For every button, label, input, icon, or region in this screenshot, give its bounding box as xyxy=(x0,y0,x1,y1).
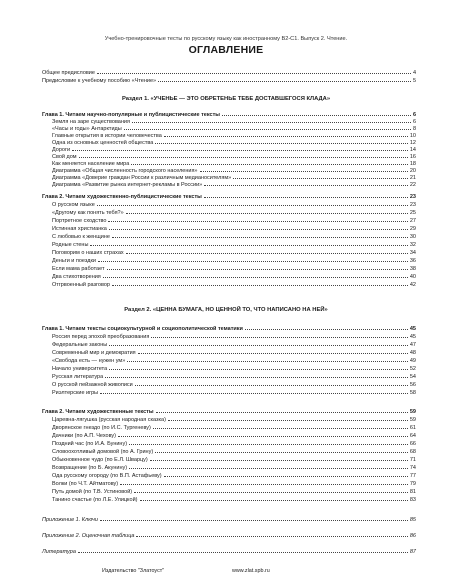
toc-entry-page: 45 xyxy=(409,334,416,340)
toc-entry-title: Обыкновенное чудо (по Е.Л. Шварцу) xyxy=(52,457,148,463)
toc-entry-page: 25 xyxy=(409,210,416,216)
toc-entry-page: 58 xyxy=(409,390,416,396)
dot-leader xyxy=(204,185,408,186)
running-header: Учебно-тренировочные тесты по русскому языку как иностранному В2-С1. Выпуск 2. Чтение. xyxy=(104,36,348,42)
toc-entry-title: Деньги и поездки xyxy=(52,258,96,264)
toc-entry[interactable] xyxy=(52,382,416,389)
toc-entry-page: 16 xyxy=(409,154,416,160)
dot-leader xyxy=(129,444,408,445)
toc-entry-page: 61 xyxy=(409,425,416,431)
dot-leader xyxy=(103,277,408,278)
chapter-title: Глава 2. Читаем художественно-публицистические тексты xyxy=(42,194,202,200)
toc-entry-page: 36 xyxy=(409,258,416,264)
toc-entry[interactable] xyxy=(52,147,416,154)
toc-entry-page: 54 xyxy=(409,374,416,380)
section-heading: Раздел 1. «УЧЕНЬЕ — ЭТО ОБРЕТЕНЬЕ ТЕБЕ ДОСТАВШЕГОСЯ КЛАДА» xyxy=(121,96,331,102)
toc-entry-page: 56 xyxy=(409,382,416,388)
toc-entry-page: 32 xyxy=(409,242,416,248)
toc-entry-page: 48 xyxy=(409,350,416,356)
dot-leader xyxy=(97,205,408,206)
chapter-entry[interactable] xyxy=(42,409,416,416)
toc-entry-title: Предисловие к учебному пособию «Чтение» xyxy=(42,78,157,84)
toc-entry-page: 47 xyxy=(409,342,416,348)
chapter-entry[interactable] xyxy=(42,326,416,333)
toc-entry-page: 52 xyxy=(409,366,416,372)
toc-entry-title: Если мама работает xyxy=(52,266,105,272)
toc-entry-title: Дороги xyxy=(52,147,71,153)
dot-leader xyxy=(151,337,408,338)
toc-entry[interactable] xyxy=(52,374,416,381)
dot-leader xyxy=(127,361,408,362)
toc-entry-title: Возвращение (по Б. Акунину) xyxy=(52,465,128,471)
toc-entry[interactable] xyxy=(52,441,416,448)
appendix-entry[interactable] xyxy=(42,533,416,540)
toc-entry-title: О русской пейзажной живописи xyxy=(52,382,133,388)
toc-entry-page: 38 xyxy=(409,266,416,272)
chapter-entry[interactable] xyxy=(42,194,416,201)
toc-entry-page: 64 xyxy=(409,433,416,439)
dot-leader xyxy=(158,81,411,82)
dot-leader xyxy=(164,476,408,477)
toc-entry[interactable] xyxy=(52,481,416,488)
toc-entry[interactable] xyxy=(42,78,416,85)
toc-entry-title: Диаграмма «Развитие рынка интернет-рекламы в России» xyxy=(52,182,203,188)
toc-entry[interactable] xyxy=(52,457,416,464)
toc-entry-page: 5 xyxy=(412,78,416,84)
toc-entry-page: 66 xyxy=(409,441,416,447)
dot-leader xyxy=(118,436,408,437)
toc-entry-title: Поговорим о наших страхах xyxy=(52,250,124,256)
footer-url[interactable]: www.zlat.spb.ru xyxy=(232,568,270,574)
toc-entry-page: 49 xyxy=(409,358,416,364)
dot-leader xyxy=(109,369,408,370)
dot-leader xyxy=(100,393,408,394)
dot-leader xyxy=(100,520,408,521)
dot-leader xyxy=(153,428,408,429)
toc-entry-title: Путь домой (по Т.В. Устиновой) xyxy=(52,489,133,495)
toc-entry-page: 29 xyxy=(409,226,416,232)
chapter-page: 45 xyxy=(409,326,416,332)
chapter-entry[interactable] xyxy=(42,112,416,119)
toc-entry[interactable] xyxy=(52,473,416,480)
toc-entry-page: 22 xyxy=(409,182,416,188)
dot-leader xyxy=(129,468,408,469)
toc-entry[interactable] xyxy=(52,133,416,140)
toc-entry-title: «Свобода есть — нужен ум» xyxy=(52,358,126,364)
dot-leader xyxy=(245,329,408,330)
toc-entry-page: 34 xyxy=(409,250,416,256)
toc-entry-title: Истинная христианка xyxy=(52,226,107,232)
chapter-page: 23 xyxy=(409,194,416,200)
dot-leader xyxy=(233,178,408,179)
toc-entry[interactable] xyxy=(52,168,416,175)
dot-leader xyxy=(138,353,408,354)
toc-entry[interactable] xyxy=(52,210,416,217)
chapter-title: Глава 1. Читаем тексты социокультурной и социополитической тематики xyxy=(42,326,243,332)
toc-entry-page: 12 xyxy=(409,140,416,146)
toc-entry[interactable] xyxy=(52,358,416,365)
toc-entry-page: 23 xyxy=(409,202,416,208)
dot-leader xyxy=(124,129,411,130)
dot-leader xyxy=(112,237,408,238)
toc-entry-title: Свой дом xyxy=(52,154,77,160)
toc-entry[interactable] xyxy=(52,226,416,233)
toc-entry[interactable] xyxy=(52,175,416,182)
toc-entry[interactable] xyxy=(52,433,416,440)
dot-leader xyxy=(105,377,408,378)
toc-entry-title: Родные стены xyxy=(52,242,89,248)
dot-leader xyxy=(155,143,408,144)
toc-entry[interactable] xyxy=(52,334,416,341)
toc-entry-page: 6 xyxy=(412,119,416,125)
dot-leader xyxy=(126,213,408,214)
toc-entry[interactable] xyxy=(52,234,416,241)
toc-entry-title: Царевна-лягушка (русская народная сказка) xyxy=(52,417,166,423)
toc-entry-page: 8 xyxy=(412,126,416,132)
toc-entry[interactable] xyxy=(52,425,416,432)
toc-entry-title: Как меняется население мира xyxy=(52,161,130,167)
toc-entry[interactable] xyxy=(52,390,416,397)
toc-entry-page: 74 xyxy=(409,465,416,471)
dot-leader xyxy=(72,150,408,151)
appendix-title: Приложение 1. Ключи xyxy=(42,517,98,523)
toc-entry-title: Главные открытия в истории человечества xyxy=(52,133,162,139)
dot-leader xyxy=(164,136,408,137)
dot-leader xyxy=(135,385,408,386)
dot-leader xyxy=(112,285,408,286)
dot-leader xyxy=(200,171,408,172)
toc-entry-page: 68 xyxy=(409,449,416,455)
toc-entry-page: 42 xyxy=(409,282,416,288)
dot-leader xyxy=(156,412,408,413)
toc-entry[interactable] xyxy=(52,266,416,273)
dot-leader xyxy=(131,164,408,165)
toc-entry-title: Портретное сходство xyxy=(52,218,107,224)
toc-entry-title: Отгрвоенный разговор xyxy=(52,282,110,288)
dot-leader xyxy=(155,452,408,453)
toc-entry[interactable] xyxy=(42,70,416,77)
toc-entry[interactable] xyxy=(52,350,416,357)
section-heading: Раздел 2. «ЦЕННА БУМАГА, НО ЦЕННОЙ ТО, ЧТО НАПИСАНО НА НЕЙ» xyxy=(124,307,328,313)
toc-entry[interactable] xyxy=(52,202,416,209)
toc-entry[interactable] xyxy=(52,258,416,265)
toc-entry-title: Федеральные законы xyxy=(52,342,108,348)
dot-leader xyxy=(126,253,408,254)
literature-entry[interactable] xyxy=(42,549,416,556)
toc-entry-page: 77 xyxy=(409,473,416,479)
appendix-page: 86 xyxy=(409,533,416,539)
dot-leader xyxy=(98,261,408,262)
dot-leader xyxy=(108,221,407,222)
appendix-page: 85 xyxy=(409,517,416,523)
dot-leader xyxy=(134,492,408,493)
toc-entry[interactable] xyxy=(52,282,416,289)
page-title: ОГЛАВЛЕНИЕ xyxy=(188,44,264,56)
toc-entry-title: Современный мир и демократия xyxy=(52,350,136,356)
toc-entry-page: 30 xyxy=(409,234,416,240)
toc-entry-title: Волки (по Ч.Т. Айтматову) xyxy=(52,481,119,487)
toc-entry-page: 27 xyxy=(409,218,416,224)
dot-leader xyxy=(109,345,408,346)
toc-entry-page: 40 xyxy=(409,274,416,280)
toc-entry[interactable] xyxy=(52,250,416,257)
toc-entry-page: 10 xyxy=(409,133,416,139)
toc-entry[interactable] xyxy=(52,140,416,147)
toc-entry-title: Словоохотливый домовой (по А. Грину) xyxy=(52,449,154,455)
toc-entry-title: С любовью к женщине xyxy=(52,234,110,240)
toc-entry[interactable] xyxy=(52,497,416,504)
toc-entry[interactable] xyxy=(52,274,416,281)
literature-title: Литература xyxy=(42,549,76,555)
dot-leader xyxy=(90,245,407,246)
toc-entry[interactable] xyxy=(52,218,416,225)
toc-entry-title: Диаграмма «Доверие граждан России к различным медианосителям» xyxy=(52,175,232,181)
toc-entry-title: О русском языке xyxy=(52,202,95,208)
toc-entry[interactable] xyxy=(52,126,416,133)
toc-entry[interactable] xyxy=(52,161,416,168)
toc-entry[interactable] xyxy=(52,242,416,249)
toc-entry-page: 20 xyxy=(409,168,416,174)
toc-entry-title: «Часы и годы» Антарктиды xyxy=(52,126,122,132)
literature-page: 87 xyxy=(409,549,416,555)
toc-entry[interactable] xyxy=(52,449,416,456)
dot-leader xyxy=(120,484,408,485)
toc-entry-page: 79 xyxy=(409,481,416,487)
dot-leader xyxy=(222,115,411,116)
toc-entry-page: 71 xyxy=(409,457,416,463)
toc-entry-page: 18 xyxy=(409,161,416,167)
toc-entry[interactable] xyxy=(52,465,416,472)
toc-entry[interactable] xyxy=(52,366,416,373)
toc-entry-title: Дачники (по А.П. Чехову) xyxy=(52,433,116,439)
toc-entry[interactable] xyxy=(52,342,416,349)
dot-leader xyxy=(204,197,408,198)
dot-leader xyxy=(107,269,408,270)
toc-entry-title: Два стихотворения xyxy=(52,274,101,280)
toc-entry-page: 4 xyxy=(412,70,416,76)
toc-entry-title: «Другому как понять тебя?» xyxy=(52,210,124,216)
toc-entry-title: Земля на заре существования xyxy=(52,119,130,125)
toc-entry-title: Общее предисловие xyxy=(42,70,95,76)
toc-entry-title: Ода русскому огороду (по В.П. Астафьеву) xyxy=(52,473,162,479)
appendix-title: Приложение 2. Оценочная таблица xyxy=(42,533,135,539)
toc-entry-title: Риэлтерские игры xyxy=(52,390,99,396)
toc-entry-title: Поздний час (по И.А. Бунину) xyxy=(52,441,128,447)
dot-leader xyxy=(140,500,408,501)
toc-entry[interactable] xyxy=(52,154,416,161)
toc-entry-page: 83 xyxy=(409,497,416,503)
toc-entry-title: Россия перед эпохой преобразования xyxy=(52,334,150,340)
footer-publisher: Издательство "Златоуст" xyxy=(102,568,165,574)
toc-entry[interactable] xyxy=(52,119,416,126)
chapter-title: Глава 1. Читаем научно-популярные и публицистические тексты xyxy=(42,112,220,118)
toc-entry[interactable] xyxy=(52,417,416,424)
dot-leader xyxy=(150,460,408,461)
dot-leader xyxy=(97,73,411,74)
toc-entry-title: Дворянское гнездо (по И.С. Тургеневу) xyxy=(52,425,151,431)
toc-entry-page: 21 xyxy=(409,175,416,181)
dot-leader xyxy=(78,552,408,553)
chapter-title: Глава 2. Читаем художественные тексты xyxy=(42,409,154,415)
toc-entry-page: 59 xyxy=(409,417,416,423)
appendix-entry[interactable] xyxy=(42,517,416,524)
dot-leader xyxy=(132,122,411,123)
toc-entry-page: 14 xyxy=(409,147,416,153)
toc-entry-title: Русская литература xyxy=(52,374,104,380)
toc-entry-title: Диаграмма «Общая численность городского населения» xyxy=(52,168,198,174)
dot-leader xyxy=(136,536,407,537)
toc-entry-title: Танино счастье (по Л.Е. Улицкой) xyxy=(52,497,138,503)
chapter-page: 6 xyxy=(412,112,416,118)
dot-leader xyxy=(79,157,408,158)
dot-leader xyxy=(168,420,408,421)
toc-entry[interactable] xyxy=(52,489,416,496)
chapter-page: 59 xyxy=(409,409,416,415)
dot-leader xyxy=(109,229,408,230)
toc-entry-title: Начало университета xyxy=(52,366,108,372)
toc-entry-title: Одна из основных ценностей общества xyxy=(52,140,154,146)
toc-entry-page: 81 xyxy=(409,489,416,495)
toc-entry[interactable] xyxy=(52,182,416,189)
